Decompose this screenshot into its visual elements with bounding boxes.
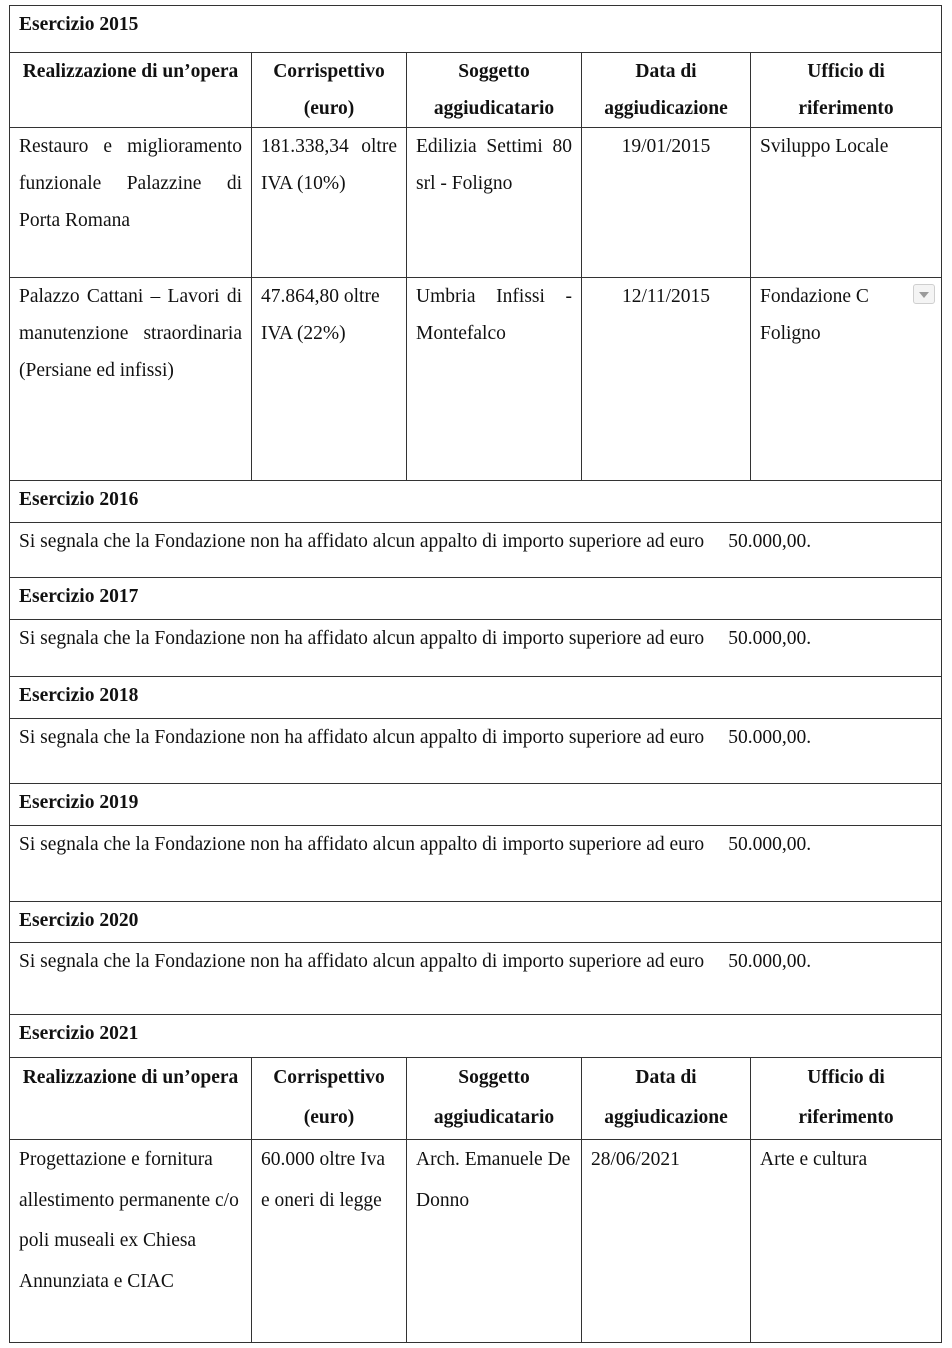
table-2015 [9,5,942,1343]
header-soggetto: Soggetto aggiudicatario [407,1058,582,1140]
section-title-2016: Esercizio 2016 [10,481,942,523]
header-ufficio: Ufficio di riferimento [751,53,942,128]
section-title-2017: Esercizio 2017 [10,578,942,620]
cell-ufficio: Sviluppo Locale [751,128,942,278]
cell-opera: Restauro e miglioramento funzionale Palazzine di Porta Romana [10,128,252,278]
note-text: Si segnala che la Fondazione non ha affidato alcun appalto di importo superiore ad euro [19,727,705,748]
cell-ufficio-container [751,278,942,481]
cell-ufficio: Fondazione C Foligno [760,286,869,344]
cell-data: 12/11/2015 [582,278,751,481]
appalti-document [9,5,941,1343]
note-2018 [10,719,942,784]
section-title-2015: Esercizio 2015 [10,6,942,53]
note-text: Si segnala che la Fondazione non ha affidato alcun appalto di importo superiore ad euro [19,951,705,972]
section-title-2019: Esercizio 2019 [10,784,942,826]
header-corrispettivo: Corrispettivo (euro) [252,1058,407,1140]
table-row [10,128,942,278]
note-amount: 50.000,00. [728,727,812,748]
section-title-2021: Esercizio 2021 [10,1015,942,1058]
cell-soggetto: Umbria Infissi - Montefalco [407,278,582,481]
note-2016 [10,523,942,578]
header-soggetto: Soggetto aggiudicatario [407,53,582,128]
header-realizzazione: Realizzazione di un’opera [10,53,252,128]
cell-corrispettivo: 60.000 oltre Iva e oneri di legge [252,1140,407,1343]
note-text: Si segnala che la Fondazione non ha affidato alcun appalto di importo superiore ad euro [19,834,705,855]
note-amount: 50.000,00. [728,531,812,552]
header-data: Data di aggiudicazione [582,1058,751,1140]
note-amount: 50.000,00. [728,834,812,855]
section-title-2018: Esercizio 2018 [10,677,942,719]
header-corrispettivo: Corrispettivo (euro) [252,53,407,128]
cell-opera: Palazzo Cattani – Lavori di manutenzione straordinaria (Persiane ed infissi) [10,278,252,481]
note-text: Si segnala che la Fondazione non ha affidato alcun appalto di importo superiore ad euro [19,628,705,649]
table-row [10,278,942,481]
note-amount: 50.000,00. [728,951,812,972]
header-realizzazione: Realizzazione di un’opera [10,1058,252,1140]
cell-opera: Progettazione e fornitura allestimento permanente c/o poli museali ex Chiesa Annunziata e CIAC [10,1140,252,1343]
cell-data: 28/06/2021 [582,1140,751,1343]
cell-data: 19/01/2015 [582,128,751,278]
note-text: Si segnala che la Fondazione non ha affidato alcun appalto di importo superiore ad euro [19,531,705,552]
header-ufficio: Ufficio di riferimento [751,1058,942,1140]
note-2019 [10,826,942,902]
dropdown-arrow-icon[interactable] [913,284,935,304]
cell-corrispettivo: 181.338,34 oltre IVA (10%) [252,128,407,278]
header-data: Data di aggiudicazione [582,53,751,128]
note-2020 [10,943,942,1015]
cell-corrispettivo: 47.864,80 oltre IVA (22%) [252,278,407,481]
cell-soggetto: Edilizia Settimi 80 srl - Foligno [407,128,582,278]
cell-ufficio: Arte e cultura [751,1140,942,1343]
cell-soggetto: Arch. Emanuele De Donno [407,1140,582,1343]
section-title-2020: Esercizio 2020 [10,902,942,943]
note-2017 [10,620,942,677]
note-amount: 50.000,00. [728,628,812,649]
table-row [10,1140,942,1343]
